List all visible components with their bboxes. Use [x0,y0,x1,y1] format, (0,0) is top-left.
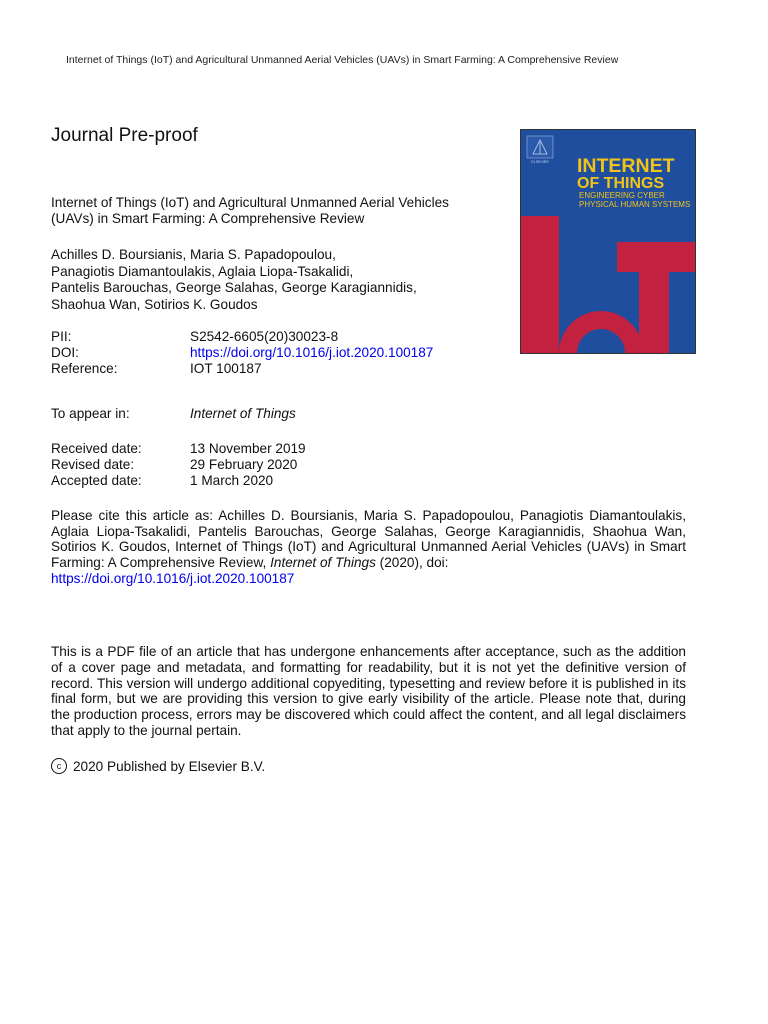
title-line: (UAVs) in Smart Farming: A Comprehensive Review [51,211,365,226]
pii-value: S2542-6605(20)30023-8 [190,329,339,344]
author-line: Shaohua Wan, Sotirios K. Goudos [51,296,258,312]
title-line: Internet of Things (IoT) and Agricultural Unmanned Aerial Vehicles [51,195,449,210]
received-row [51,441,306,457]
disclaimer-paragraph: This is a PDF file of an article that has undergone enhancements after acceptance, such as the addition of a cover page and metadata, and formatting for readability, but it is not yet the definitive version of record. This version will undergo additional copyediting, typesetting and review before it is published in its final form, but we are providing this version to give early visibility of the article. Please note that, during the production process, errors may be discovered which could affect the content, and all legal disclaimers that apply to the journal pertain. [51,644,686,738]
citation-paragraph [51,508,686,587]
dates-block [51,441,306,489]
pre-proof-label: Journal Pre-proof [51,125,198,146]
reference-value: IOT 100187 [190,361,262,376]
cover-title-line-1: INTERNET [577,155,675,177]
cover-title-line-2: OF THINGS [577,175,665,192]
appear-in-label: To appear in: [51,406,130,421]
accepted-row [51,473,306,489]
accepted-date: 1 March 2020 [190,473,274,488]
received-date: 13 November 2019 [190,441,306,456]
article-title [51,195,481,227]
received-label: Received date: [51,441,142,456]
doi-label: DOI: [51,345,79,360]
appear-in-block [51,406,296,422]
author-line: Achilles D. Boursianis, Maria S. Papadopoulou, [51,247,336,262]
pii-row [51,329,433,345]
copyright-text: 2020 Published by Elsevier B.V. [73,758,266,774]
cover-publisher: ELSEVIER [531,160,549,164]
copyright-icon: c [51,758,67,774]
citation-suffix: (2020), doi: [375,555,449,571]
cover-letter-i [521,216,559,353]
doi-link[interactable]: https://doi.org/10.1016/j.iot.2020.100187 [190,345,434,360]
author-line: Pantelis Barouchas, George Salahas, George Karagiannidis, [51,280,417,295]
doi-row [51,345,433,361]
identifiers-block [51,329,433,377]
revised-label: Revised date: [51,457,135,472]
running-head: Internet of Things (IoT) and Agricultural Unmanned Aerial Vehicles (UAVs) in Smart Farming: A Comprehensive Review [66,54,619,66]
cover-subtitle-line-1: ENGINEERING CYBER [579,191,665,200]
revised-date: 29 February 2020 [190,457,298,472]
reference-row [51,361,433,377]
journal-name: Internet of Things [190,406,296,421]
accepted-label: Accepted date: [51,473,142,488]
author-line: Panagiotis Diamantoulakis, Aglaia Liopa-Tsakalidi, [51,263,354,279]
cover-letter-t-stem [639,242,669,353]
author-list [51,247,481,313]
citation-doi-link[interactable]: https://doi.org/10.1016/j.iot.2020.100187 [51,570,295,586]
copyright-line [51,758,265,774]
journal-cover-image [520,129,696,354]
reference-label: Reference: [51,361,118,376]
citation-text: Please cite this article as: Achilles D. Boursianis, Maria S. Papadopoulou, Panagiotis Diamantoulakis, Aglaia Liopa-Tsakalidi, Pantelis Barouchas, George Salahas, George Karagiannidis, Shaohua Wan, Sotirios K. Goudos, Internet of Things (IoT) and Agricultural Unmanned Aerial Vehicles (UAVs) in Smart Farming: A Comprehensive Review, [51,508,686,571]
elsevier-logo-icon [527,136,553,158]
cover-artwork [521,130,695,353]
citation-journal: Internet of Things [270,555,376,571]
revised-row [51,457,306,473]
pii-label: PII: [51,329,72,344]
cover-subtitle-line-2: PHYSICAL HUMAN SYSTEMS [579,200,691,209]
appear-in-row [51,406,296,422]
